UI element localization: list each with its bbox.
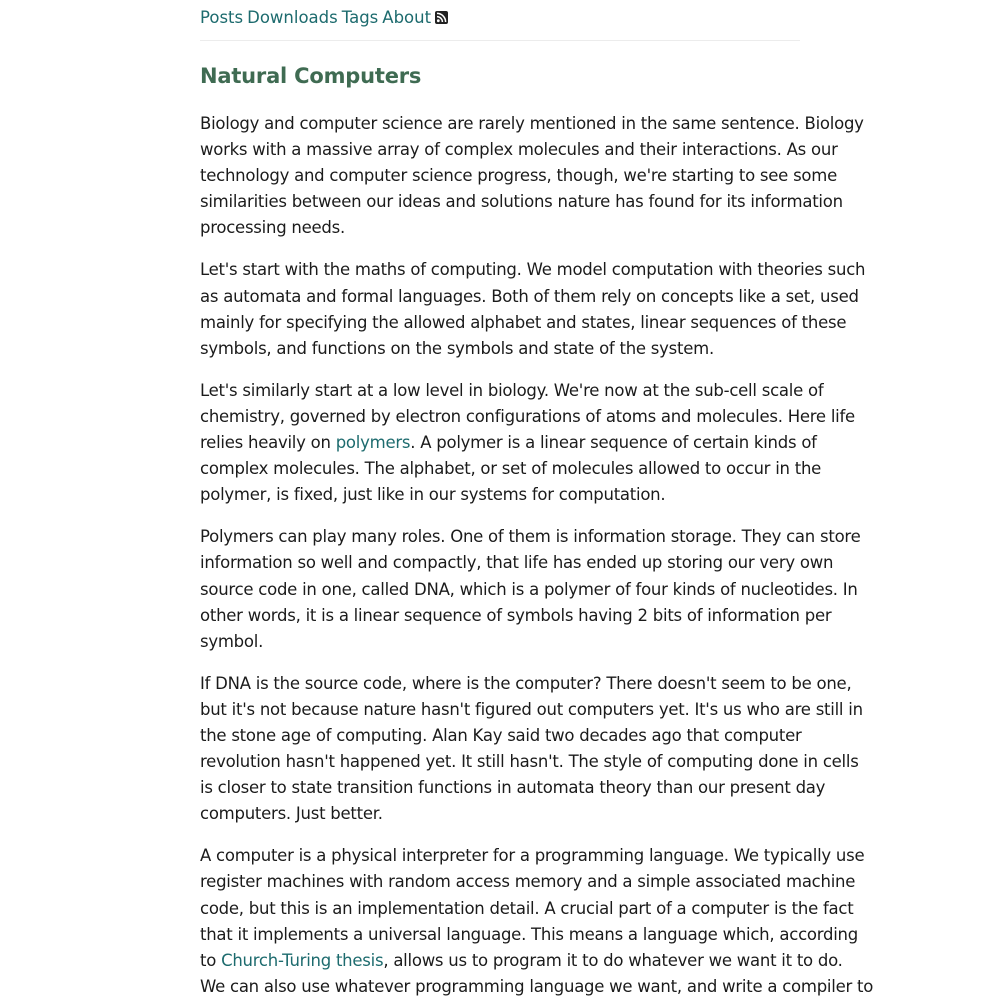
text-line: technology and computer science progress, though, we're starting to see some: [200, 166, 837, 186]
nav-link-tags[interactable]: Tags: [341, 8, 379, 27]
text-fragment: to: [200, 950, 222, 970]
text-line: Biology and computer science are rarely mentioned in the same sentence. Biology: [200, 114, 864, 133]
text-line: processing needs.: [200, 218, 345, 238]
text-line: If DNA is the source code, where is the computer? There doesn't seem to be one,: [200, 673, 852, 693]
paragraph: [200, 111, 864, 241]
text-line: the stone age of computing. Alan Kay said two decades ago that computer: [200, 725, 802, 745]
post-body: [200, 111, 874, 1000]
text-fragment: . A polymer is a linear sequence of certain kinds of: [410, 433, 817, 453]
text-line: that it implements a universal language. This means a language which, according: [200, 924, 858, 944]
text-line: code, but this is an implementation detail. A crucial part of a computer is the fact: [200, 898, 854, 918]
text-line: Let's similarly start at a low level in biology. We're now at the sub-cell scale of: [200, 380, 824, 400]
text-fragment: , allows us to program it to do whatever we want it to do.: [383, 950, 843, 970]
top-nav: [200, 7, 448, 29]
text-line: symbol.: [200, 631, 264, 651]
nav-link-about[interactable]: About: [382, 8, 432, 27]
paragraph: [200, 843, 874, 1000]
paragraph: [200, 378, 855, 508]
text-line: source code in one, called DNA, which is a polymer of four kinds of nucleotides. In: [200, 579, 858, 599]
text-line: register machines with random access memory and a simple associated machine: [200, 872, 856, 892]
text-line: computers. Just better.: [200, 804, 383, 824]
text-line: other words, it is a linear sequence of symbols having 2 bits of information per: [200, 605, 832, 625]
text-line: as automata and formal languages. Both of them rely on concepts like a set, used: [200, 286, 859, 306]
text-line: is closer to state transition functions in automata theory than our present day: [200, 778, 826, 798]
header-divider: [200, 40, 800, 41]
text-line: similarities between our ideas and solutions nature has found for its information: [200, 192, 843, 212]
text-line: complex molecules. The alphabet, or set of molecules allowed to occur in the: [200, 459, 822, 479]
text-fragment: relies heavily on: [200, 433, 336, 453]
nav-link-downloads[interactable]: Downloads: [247, 8, 338, 27]
link-polymers[interactable]: polymers: [335, 433, 411, 453]
text-line: We can also use whatever programming language we want, and write a compiler to: [200, 976, 874, 996]
text-line: mainly for specifying the allowed alphabet and states, linear sequences of these: [200, 312, 847, 332]
text-line: Let's start with the maths of computing. We model computation with theories such: [200, 260, 866, 280]
rss-icon[interactable]: [435, 11, 448, 24]
text-line: works with a massive array of complex molecules and their interactions. As our: [200, 140, 838, 160]
paragraph: [200, 524, 861, 654]
text-line: revolution hasn't happened yet. It still hasn't. The style of computing done in cells: [200, 752, 859, 772]
post-title: Natural Computers: [200, 64, 422, 88]
paragraph: [200, 671, 863, 828]
paragraph: [200, 257, 866, 361]
text-line: information so well and compactly, that life has ended up storing our very own: [200, 553, 834, 573]
text-line: but it's not because nature hasn't figured out computers yet. It's us who are still in: [200, 699, 863, 719]
link-church-turing-thesis[interactable]: Church-Turing thesis: [221, 950, 384, 970]
text-line: A computer is a physical interpreter for a programming language. We typically use: [200, 846, 865, 866]
nav-link-posts[interactable]: Posts: [200, 8, 244, 27]
text-line: chemistry, governed by electron configurations of atoms and molecules. Here life: [200, 406, 855, 426]
text-line: Polymers can play many roles. One of them is information storage. They can store: [200, 527, 861, 547]
text-line: symbols, and functions on the symbols and state of the system.: [200, 338, 714, 358]
text-line: polymer, is fixed, just like in our systems for computation.: [200, 485, 666, 505]
